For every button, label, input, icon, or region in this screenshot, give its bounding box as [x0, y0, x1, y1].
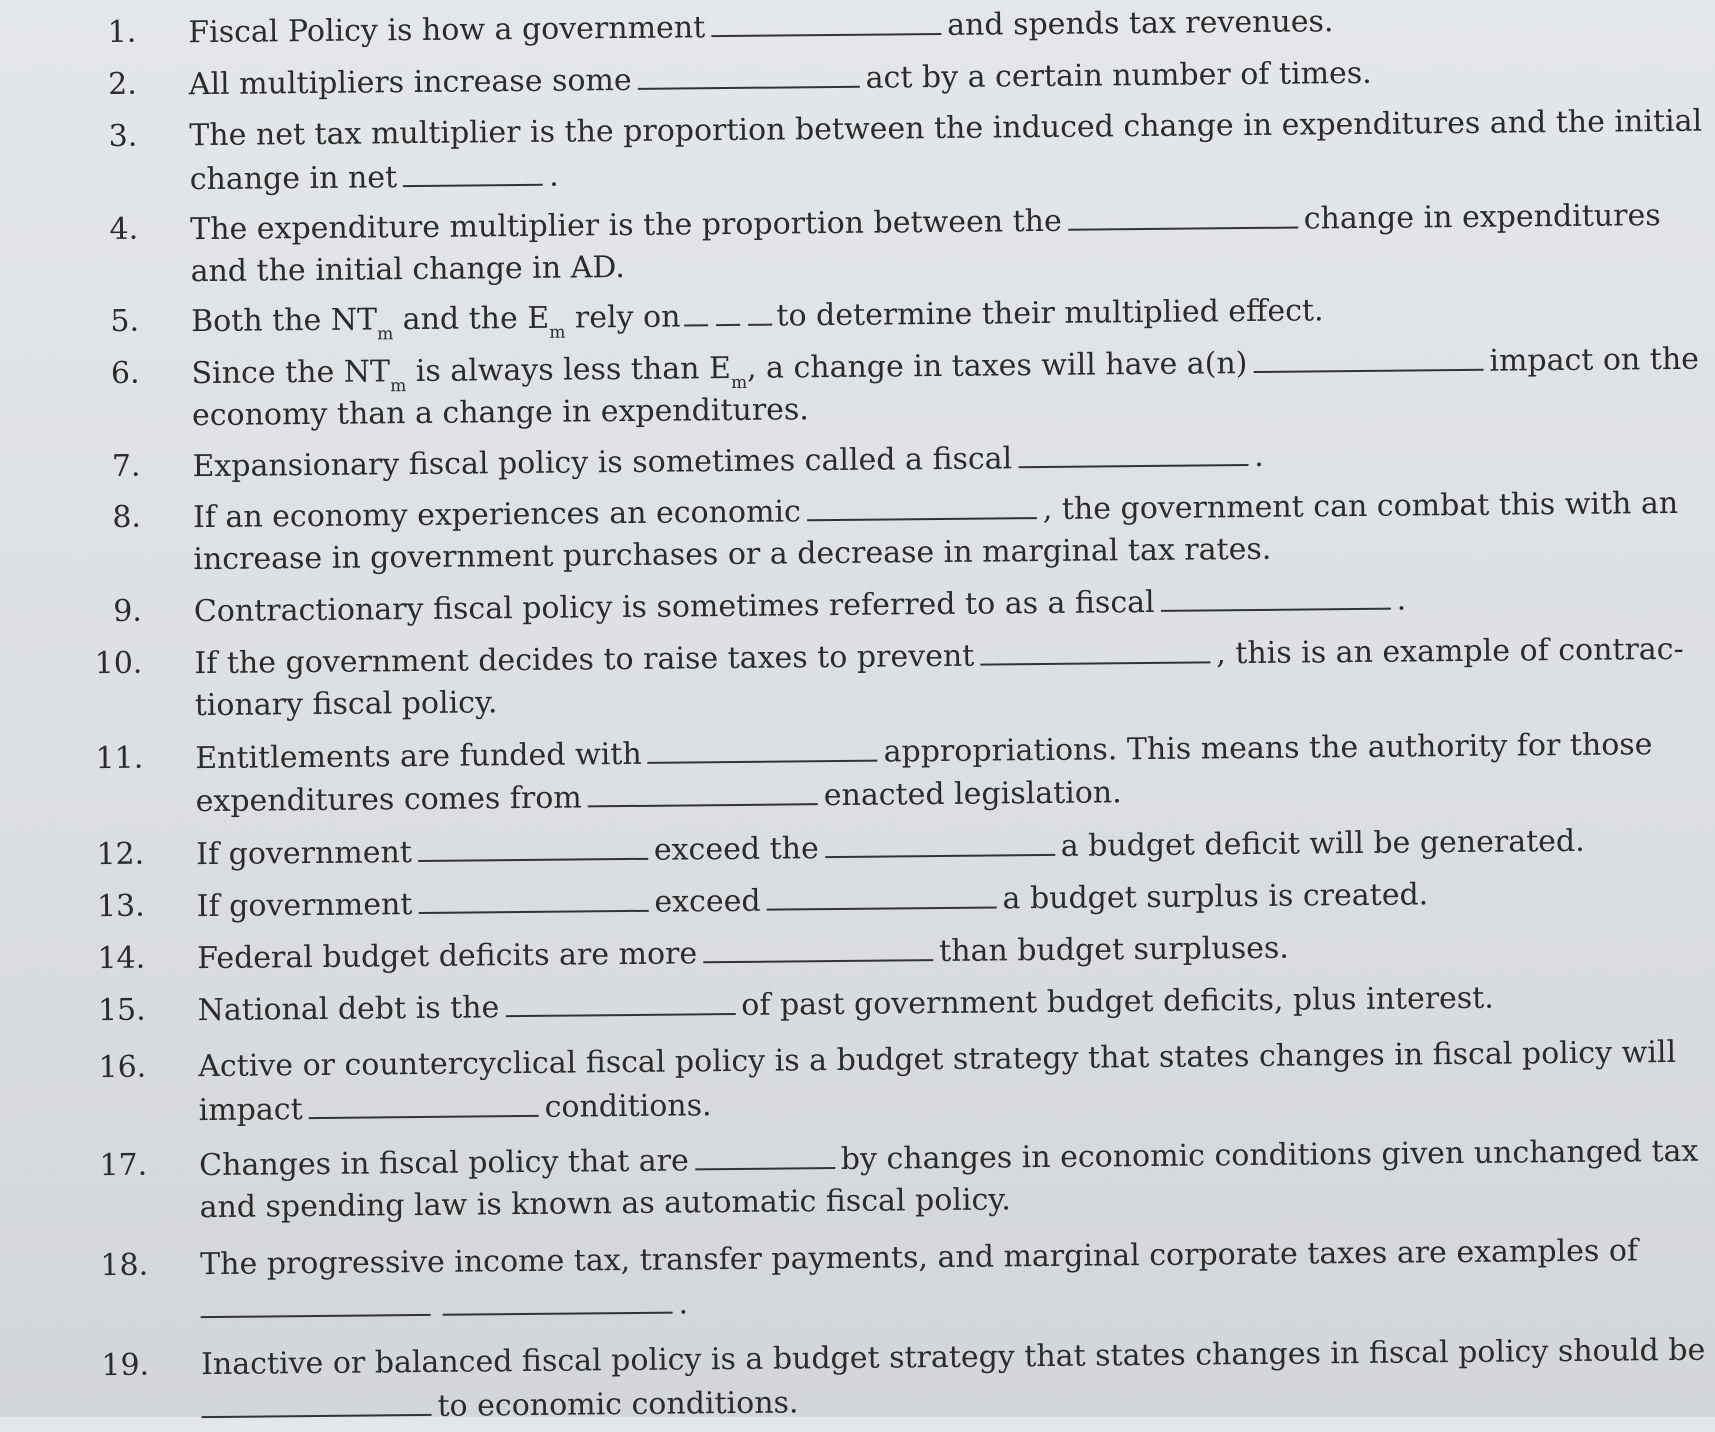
answer-blank[interactable]	[748, 294, 772, 326]
question-text: increase in government purchases or a decrease in marginal tax rates.	[193, 531, 1272, 578]
question-number: 2.	[108, 66, 137, 102]
question-number: 7.	[111, 448, 141, 484]
question-text: of past government budget deficits, plus interest.	[741, 980, 1494, 1023]
question-number: 12.	[96, 836, 145, 873]
answer-blank[interactable]	[1253, 339, 1483, 373]
subscript: m	[730, 372, 748, 393]
question-text: Expansionary fiscal policy is sometimes called a fiscal	[192, 441, 1013, 485]
answer-blank[interactable]	[637, 56, 859, 90]
question-text: by changes in economic conditions given unchanged tax	[840, 1133, 1699, 1177]
answer-blank[interactable]	[684, 294, 708, 326]
question-number: 17.	[99, 1147, 148, 1184]
question-text: a budget surplus is created.	[1002, 877, 1429, 917]
question-text: appropriations. This means the authority for those	[883, 727, 1653, 770]
answer-blank[interactable]	[695, 1137, 835, 1170]
question-text: tionary fiscal policy.	[194, 685, 498, 724]
answer-blank[interactable]	[716, 294, 740, 326]
answer-blank[interactable]	[588, 773, 818, 807]
question-text: impact on the	[1489, 341, 1700, 379]
question-text: If an economy experiences an economic	[192, 494, 802, 536]
question-text: act by a certain number of times.	[865, 55, 1372, 96]
answer-blank[interactable]	[1068, 197, 1298, 231]
answer-blank[interactable]	[766, 876, 996, 910]
question-number: 5.	[110, 303, 140, 339]
question-number: 4.	[109, 211, 139, 247]
question-text: National debt is the	[197, 990, 500, 1029]
question-number: 15.	[97, 992, 146, 1029]
answer-blank[interactable]	[505, 983, 735, 1017]
answer-blank[interactable]	[647, 730, 877, 764]
question-text: exceed	[654, 883, 761, 920]
answer-blank[interactable]	[200, 1284, 430, 1318]
subscript: m	[549, 322, 566, 343]
question-text: All multipliers increase some	[188, 62, 632, 103]
question-text: The progressive income tax, transfer payments, and marginal corporate taxes are examples of	[199, 1233, 1639, 1283]
question-text: Since the NT	[191, 354, 391, 392]
question-number: 11.	[95, 740, 144, 777]
answer-blank[interactable]	[825, 824, 1055, 858]
question-number: 14.	[97, 940, 146, 977]
question-text: exceed the	[653, 831, 819, 868]
question-number: 8.	[112, 499, 142, 535]
question-text: .	[1254, 438, 1264, 474]
question-text: enacted legislation.	[823, 775, 1122, 814]
question-text: a budget deficit will be generated.	[1060, 823, 1585, 864]
question-text: conditions.	[544, 1088, 712, 1125]
question-text: Both the NT	[190, 302, 378, 340]
question-text: is always less than E	[415, 351, 732, 390]
answer-blank[interactable]	[442, 1282, 672, 1316]
question-number: 9.	[113, 593, 143, 629]
question-text: If government	[196, 835, 413, 873]
question-text: Inactive or balanced fiscal policy is a budget strategy that states changes in fiscal policy should be	[200, 1332, 1706, 1383]
question-text: and spending law is known as automatic fiscal policy.	[199, 1182, 1011, 1226]
answer-blank[interactable]	[201, 1384, 431, 1418]
question-text: , a change in taxes will have a(n)	[746, 346, 1248, 386]
question-number: 6.	[110, 355, 140, 391]
question-text: The expenditure multiplier is the proportion between the	[190, 203, 1062, 248]
subscript: m	[377, 324, 394, 345]
question-text: economy than a change in expenditures.	[191, 392, 810, 434]
question-text: Fiscal Policy is how a government	[188, 10, 706, 51]
answer-blank[interactable]	[418, 880, 648, 914]
question-text: The net tax multiplier is the proportion between the induced change in expenditures and the initial	[189, 103, 1703, 154]
answer-blank[interactable]	[807, 487, 1037, 521]
question-text: than budget surpluses.	[939, 930, 1290, 970]
question-text: Active or countercyclical fiscal policy is a budget strategy that states changes in fiscal policy will	[198, 1034, 1677, 1085]
answer-blank[interactable]	[308, 1085, 538, 1119]
question-text: to determine their multiplied effect.	[776, 293, 1324, 334]
question-text: impact	[198, 1092, 303, 1129]
answer-blank[interactable]	[418, 828, 648, 862]
question-text: change in expenditures	[1303, 198, 1661, 237]
question-text: .	[1396, 582, 1407, 618]
question-text: and spends tax revenues.	[947, 4, 1334, 43]
question-text: , the government can combat this with an	[1042, 485, 1679, 528]
question-number: 13.	[96, 888, 145, 925]
question-number: 16.	[98, 1049, 147, 1086]
question-number: 1.	[107, 14, 137, 50]
question-text: Contractionary fiscal policy is sometimes referred to as a fiscal	[193, 584, 1155, 630]
question-text: Changes in fiscal policy that are	[199, 1143, 689, 1184]
question-text: and the initial change in AD.	[190, 250, 626, 290]
question-text: If government	[196, 887, 413, 925]
answer-blank[interactable]	[403, 154, 543, 187]
answer-blank[interactable]	[980, 631, 1210, 665]
question-text: Entitlements are funded with	[195, 736, 642, 777]
answer-blank[interactable]	[711, 3, 941, 37]
answer-blank[interactable]	[703, 929, 933, 963]
question-text: If the government decides to raise taxes to prevent	[194, 638, 975, 682]
question-text: to economic conditions.	[437, 1385, 799, 1424]
question-text: change in net	[189, 160, 398, 198]
question-text: .	[678, 1286, 689, 1322]
question-text: .	[548, 158, 559, 194]
answer-blank[interactable]	[1018, 434, 1248, 468]
question-text: , this is an example of contrac-	[1216, 631, 1684, 672]
question-text: Federal budget deficits are more	[197, 936, 698, 977]
subscript: m	[390, 376, 407, 397]
question-text: and the E	[402, 300, 550, 338]
question-number: 10.	[94, 645, 143, 682]
question-text: rely on	[574, 299, 681, 336]
question-text: expenditures comes from	[195, 780, 582, 820]
question-number: 3.	[108, 118, 138, 154]
question-number: 18.	[100, 1247, 149, 1284]
answer-blank[interactable]	[1160, 578, 1390, 612]
question-number: 19.	[101, 1347, 150, 1384]
